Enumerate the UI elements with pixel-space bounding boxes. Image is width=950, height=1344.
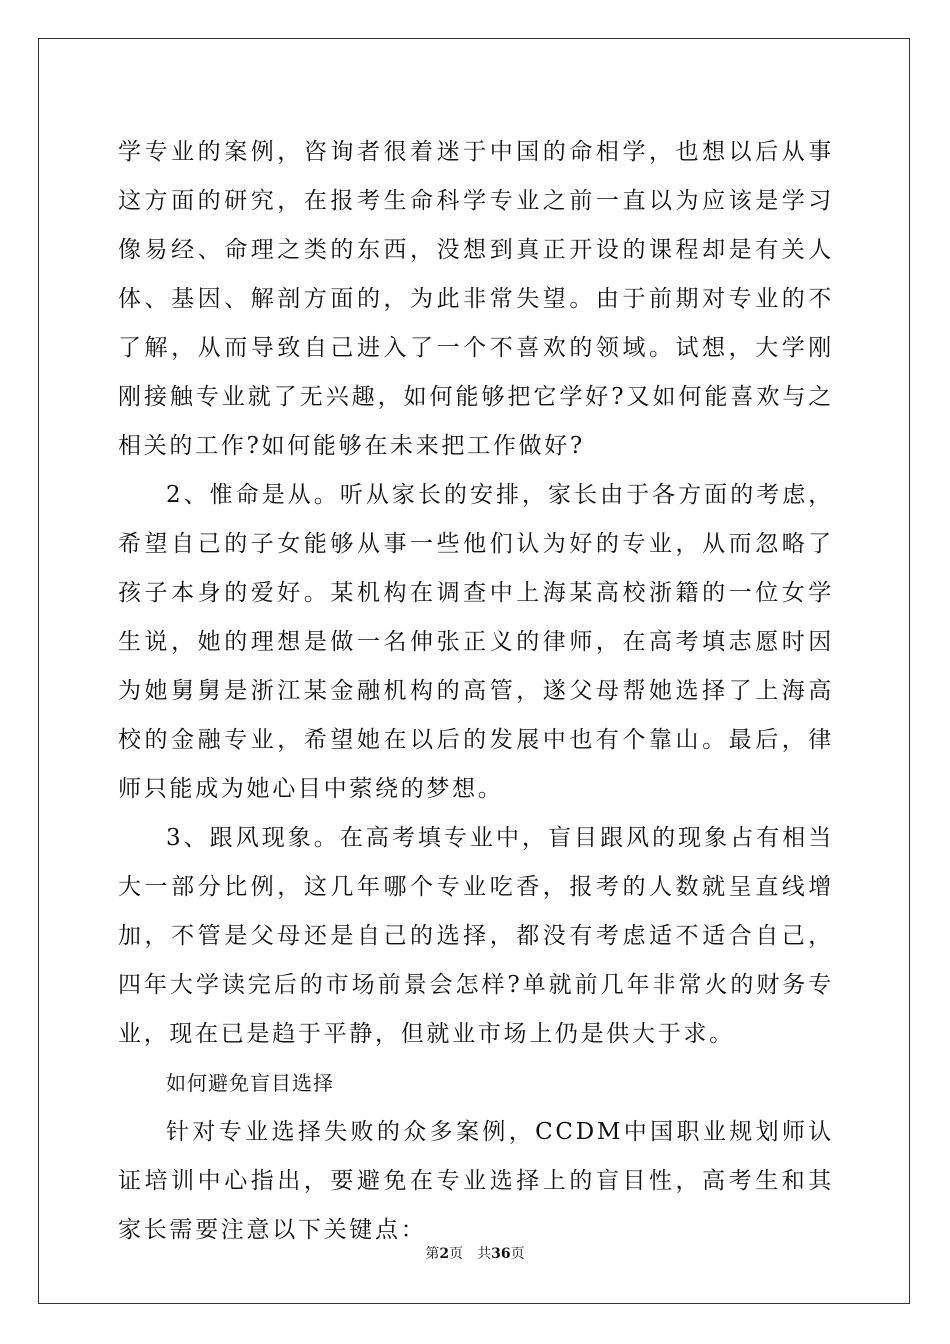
paragraph-obey-parents: 2、惟命是从。听从家长的安排，家长由于各方面的考虑，希望自己的子女能够从事一些他们认为好的专业，从而忽略了孩子本身的爱好。某机构在调查中上海某高校浙籍的一位女学生说，她的理想是做一名伸张正义的律师，在高考填志愿时因为她舅舅是浙江某金融机构的高管，遂父母帮她选择了上海高校的金融专业，希望她在以后的发展中也有个靠山。最后，律师只能成为她心目中萦绕的梦想。 [118,482,834,802]
section-heading: 如何避免盲目选择 [166,1071,334,1095]
paragraph-follow-trend: 3、跟风现象。在高考填专业中，盲目跟风的现象占有相当大一部分比例，这几年哪个专业吃香，报考的人数就呈直线增加，不管是父母还是自己的选择，都没有考虑适不适合自己，四年大学读完后的市场前景会怎样?单就前几年非常火的财务专业，现在已是趋于平静，但就业市场上仍是供大于求。 [118,825,834,1047]
current-page-number: 2 [439,1246,450,1262]
paragraph-case-continuation: 学专业的案例，咨询者很着迷于中国的命相学，也想以后从事这方面的研究，在报考生命科学专业之前一直以为应该是学习像易经、命理之类的东西，没想到真正开设的课程却是有关人体、基因、解剖方面的，为此非常失望。由于前期对专业的不了解，从而导致自己进入了一个不喜欢的领域。试想，大学刚刚接触专业就了无兴趣，如何能够把它学好?又如何能喜欢与之相关的工作?如何能够在未来把工作做好? [118,139,834,459]
total-prefix: 共 [477,1246,492,1262]
total-suffix: 页 [510,1246,525,1262]
page-suffix: 页 [449,1246,464,1262]
document-body [118,128,834,1255]
page-footer [0,1244,950,1264]
page-prefix: 第 [425,1246,440,1262]
paragraph-key-points-intro: 针对专业选择失败的众多案例，CCDM中国职业规划师认证培训中心指出，要避免在专业选择上的盲目性，高考生和其家长需要注意以下关键点： [118,1119,834,1243]
total-page-number: 36 [491,1246,511,1262]
